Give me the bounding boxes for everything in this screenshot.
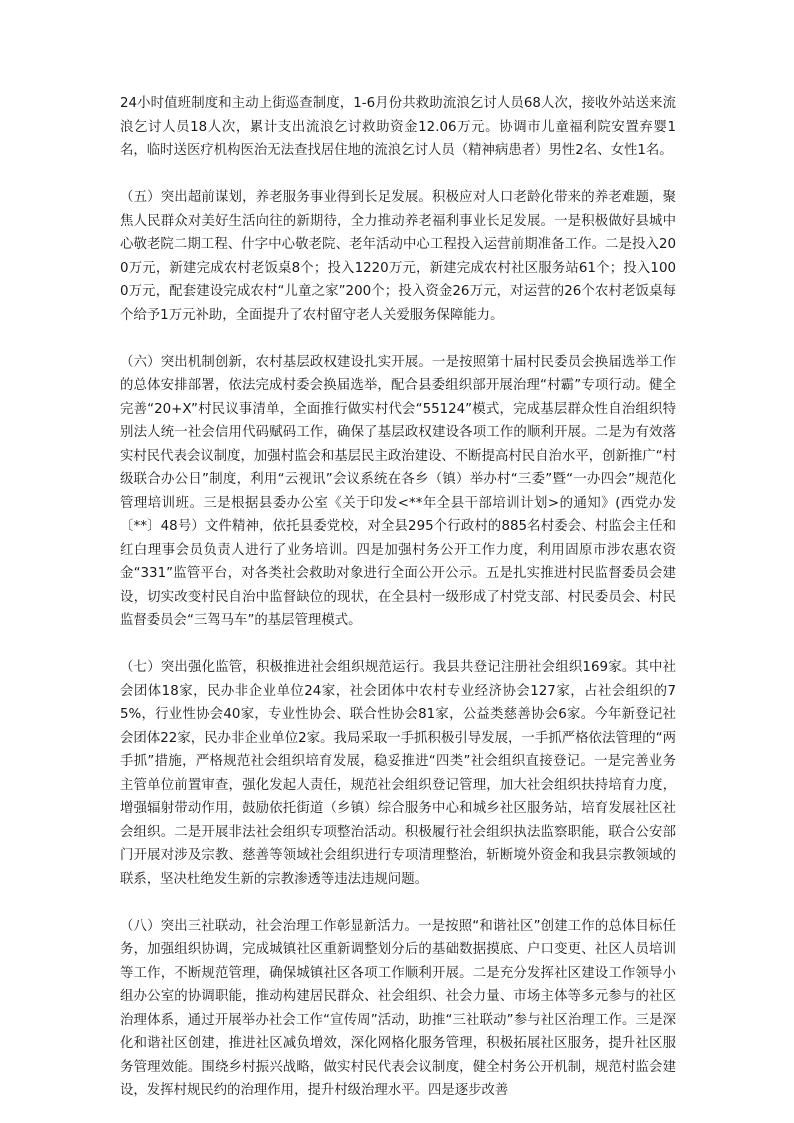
paragraph-elderly-care: （五）突出超前谋划，养老服务事业得到长足发展。积极应对人口老龄化带来的养老难题，聚焦人民群众对美好生活向往的新期待，全力推动养老福利事业长足发展。一是积极做好县城中心敬老院二期工程、什字中心敬老院、老年活动中心工程投入运营前期准备工作。二是投入200万元，新建完成农村老饭桌8个；投入1220万元，新建完成农村社区服务站61个；投入1000万元，配套建设完成农村“儿童之家”200个；投入资金26万元，对运营的26个农村老饭桌每个给予1万元补助，全面提升了农村留守老人关爱服务保障能力。 <box>120 190 676 323</box>
paragraph-grassroots-governance: （六）突出机制创新，农村基层政权建设扎实开展。一是按照第十届村民委员会换届选举工作的总体安排部署，依法完成村委会换届选举，配合县委组织部开展治理“村霸”专项行动。健全完善“20+X”村民议事清单，全面推行做实村代会“55124”模式，完成基层群众性自治组织特别法人统一社会信用代码赋码工作，确保了基层政权建设各项工作的顺利开展。二是为有效落实村民代表会议制度，加强村监会和基层民主政治建设、不断提高村民自治水平，创新推广“村级联合办公日”制度，利用“云视讯”会议系统在各乡（镇）举办村“三委”暨“一办四会”规范化管理培训班。三是根据县委办公室《关于印发<**年全县干部培训计划>的通知》(西党办发〔**〕48号）文件精神，依托县委党校，对全县295个行政村的885名村委会、村监会主任和红白理事会员负责人进行了业务培训。四是加强村务公开工作力度，利用固原市涉农惠农资金“331”监管平台，对各类社会救助对象进行全面公开公示。五是扎实推进村民监督委员会建设，切实改变村民自治中监督缺位的现状，在全县村一级形成了村党支部、村民委员会、村民监督委员会“三驾马车”的基层管理模式。 <box>120 354 676 628</box>
paragraph-vagrant-relief: 24小时值班制度和主动上街巡查制度，1-6月份共救助流浪乞讨人员68人次，接收外站送来流浪乞讨人员18人次，累计支出流浪乞讨救助资金12.06万元。协调市儿童福利院安置弃婴1名，临时送医疗机构医治无法查找居住地的流浪乞讨人员（精神病患者）男性2名、女性1名。 <box>120 96 676 158</box>
document-page <box>120 92 676 1103</box>
paragraph-community-linkage: （八）突出三社联动，社会治理工作彰显新活力。一是按照“和谐社区”创建工作的总体目标任务，加强组织协调，完成城镇社区重新调整划分后的基础数据摸底、户口变更、社区人员培训等工作，不断规范管理，确保城镇社区各项工作顺利开展。二是充分发挥社区建设工作领导小组办公室的协调职能，推动构建居民群众、社会组织、社会力量、市场主体等多元参与的社区治理体系，通过开展举办社会工作“宣传周”活动，助推“三社联动”参与社区治理工作。三是深化和谐社区创建，推进社区减负增效，深化网格化服务管理，积极拓展社区服务，提升社区服务管理效能。围绕乡村振兴战略，做实村民代表会议制度，健全村务公开机制，规范村监会建设，发挥村规民约的治理作用，提升村级治理水平。四是逐步改善 <box>120 918 676 1098</box>
paragraph-social-organizations: （七）突出强化监管，积极推进社会组织规范运行。我县共登记注册社会组织169家。其中社会团体18家，民办非企业单位24家，社会团体中农村专业经济协会127家，占社会组织的75%，行业性协会40家，专业性协会、联合性协会81家，公益类慈善协会6家。今年新登记社会团体22家，民办非企业单位2家。我局采取一手抓积极引导发展，一手抓严格依法管理的“两手抓”措施，严格规范社会组织培育发展，稳妥推进“四类”社会组织直接登记。一是完善业务主管单位前置审查，强化发起人责任，规范社会组织登记管理，加大社会组织扶持培育力度，增强辐射带动作用，鼓励依托街道（乡镇）综合服务中心和城乡社区服务站，培育发展社区社会组织。二是开展非法社会组织专项整治活动。积极履行社会组织执法监察职能，联合公安部门开展对涉及宗教、慈善等领域社会组织进行专项清理整治，斩断境外资金和我县宗教领域的联系，坚决杜绝发生新的宗教渗透等违法违规问题。 <box>120 660 676 887</box>
paragraph-spacer <box>120 633 676 657</box>
paragraph-spacer <box>120 891 676 915</box>
paragraph-spacer <box>120 327 676 351</box>
paragraph-spacer <box>120 163 676 187</box>
